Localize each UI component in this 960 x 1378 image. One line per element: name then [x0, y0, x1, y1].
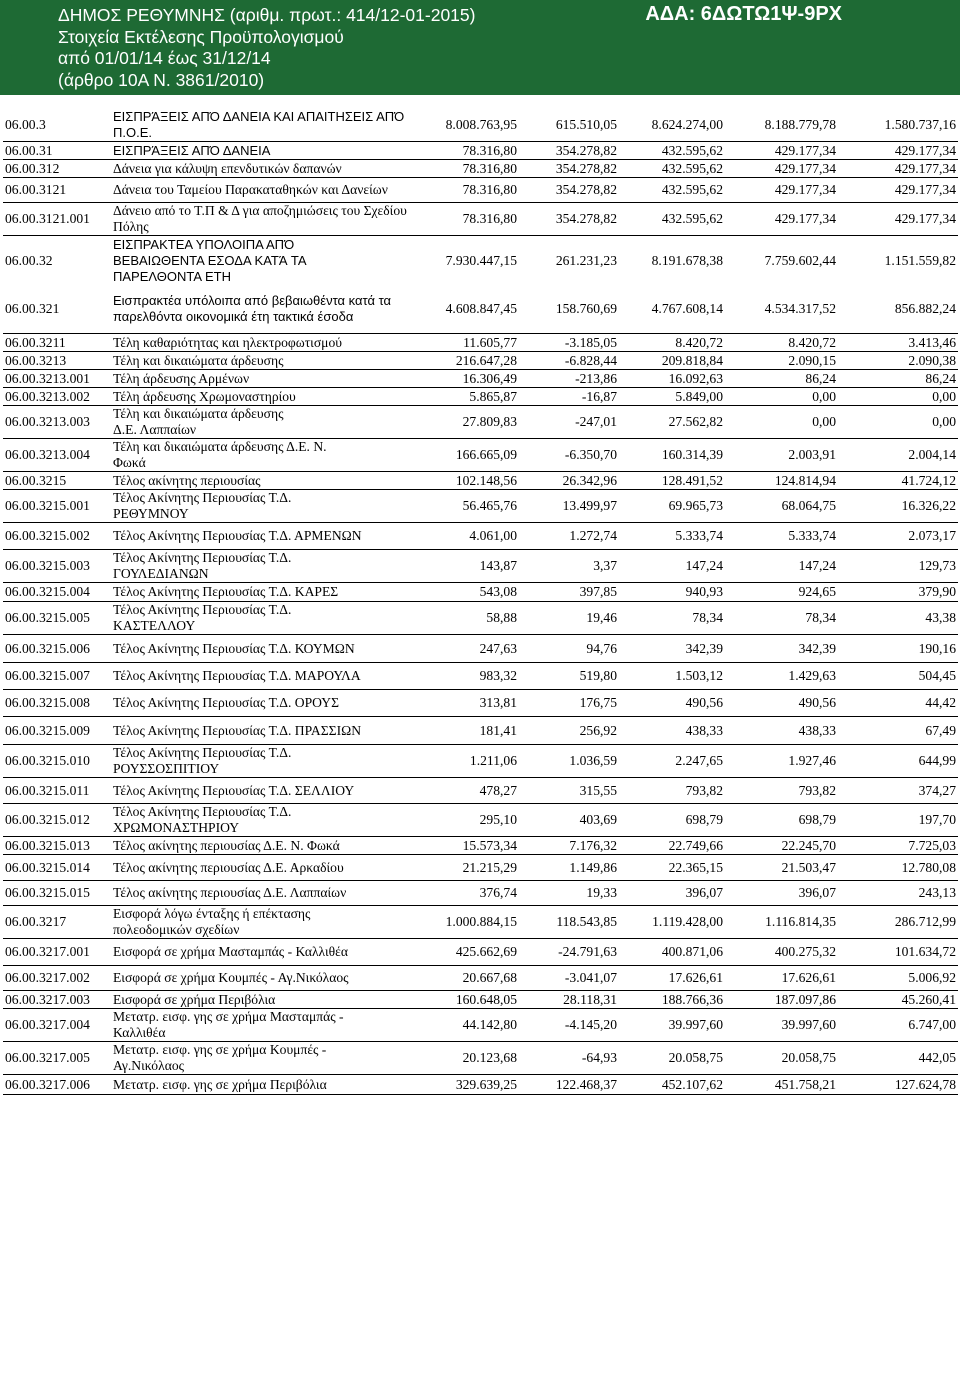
- account-code: 06.00.3213.003: [3, 406, 111, 439]
- account-code: 06.00.3215.014: [3, 855, 111, 881]
- amount-col3: 490,56: [619, 690, 725, 717]
- account-description: Τέλος Ακίνητης Περιουσίας Τ.Δ. ΡΟΥΣΣΟΣΠΙΤΙΟΥ: [111, 745, 409, 778]
- account-code: 06.00.3215.001: [3, 490, 111, 523]
- account-code: 06.00.32: [5, 252, 53, 268]
- amount-col5: 504,45: [838, 663, 958, 690]
- amount-col3: 452.107,62: [619, 1075, 725, 1095]
- amount-col4: 8.420,72: [725, 334, 838, 352]
- amount-col3: 188.766,36: [619, 991, 725, 1009]
- account-code: 06.00.321: [3, 286, 111, 334]
- account-code: 06.00.3121.001: [3, 203, 111, 236]
- amount-col1: 20.123,68: [409, 1042, 519, 1075]
- amount-col5: 243,13: [838, 881, 958, 906]
- account-code: 06.00.3217.001: [3, 939, 111, 966]
- amount-col1: 160.648,05: [409, 991, 519, 1009]
- account-code: 06.00.3217: [3, 906, 111, 939]
- amount-col4: 400.275,32: [725, 939, 838, 966]
- amount-col3: 432.595,62: [619, 178, 725, 203]
- document-header: [0, 0, 960, 95]
- amount-col4: 342,39: [725, 635, 838, 663]
- table-row: [3, 439, 958, 472]
- amount-col4: 2.003,91: [725, 439, 838, 472]
- table-row: [3, 550, 958, 583]
- table-row: [3, 523, 958, 550]
- account-description: Τέλη άρδευσης Αρμένων: [111, 370, 409, 388]
- amount-col5: 129,73: [838, 550, 958, 583]
- account-description: ΕΙΣΠΡΑΚΤΕΑ ΥΠΟΛΟΙΠΑ ΑΠΌ ΒΕΒΑΙΩΘΕΝΤΑ ΕΣΟΔΑ ΚΑΤΆ ΤΑ ΠΑΡΕΛΘΟΝΤΑ ΕΤΗ: [113, 236, 306, 284]
- amount-col5: 429.177,34: [838, 160, 958, 178]
- amount-col1: 329.639,25: [409, 1075, 519, 1095]
- account-code: 06.00.3215.015: [3, 881, 111, 906]
- account-description: Τέλη και δικαιώματα άρδευσης Δ.Ε. Λαππαίων: [111, 406, 409, 439]
- amount-col3: 1.503,12: [619, 663, 725, 690]
- account-description: Μετατρ. εισφ. γης σε χρήμα Κουμπές - Αγ.Νικόλαος: [111, 1042, 409, 1075]
- amount-col4: 4.534.317,52: [725, 286, 838, 334]
- amount-col3: 78,34: [619, 602, 725, 635]
- amount-col3: 209.818,84: [619, 352, 725, 370]
- table-row: [3, 1075, 958, 1095]
- amount-col2: 122.468,37: [519, 1075, 619, 1095]
- table-row: [3, 717, 958, 745]
- amount-col3: 698,79: [619, 804, 725, 837]
- header-ada-code: ΑΔΑ: 6ΔΩΤΩ1Ψ-9ΡΧ: [645, 3, 842, 25]
- amount-col4: 2.090,15: [725, 352, 838, 370]
- table-row: [3, 855, 958, 881]
- account-description: Τέλος ακίνητης περιουσίας: [111, 472, 409, 490]
- amount-col1: 313,81: [409, 690, 519, 717]
- table-row: [3, 881, 958, 906]
- amount-col4: 451.758,21: [725, 1075, 838, 1095]
- header-municipality: ΔΗΜΟΣ ΡΕΘΥΜΝΗΣ (αριθμ. πρωτ.: 414/12-01-2015): [58, 5, 476, 25]
- amount-col4: 1.116.814,35: [725, 906, 838, 939]
- account-description: Τέλος Ακίνητης Περιουσίας Τ.Δ. ΚΑΣΤΕΛΛΟΥ: [111, 602, 409, 635]
- account-code: 06.00.3211: [3, 334, 111, 352]
- account-description: Τέλος ακίνητης περιουσίας Δ.Ε. Αρκαδίου: [111, 855, 409, 881]
- amount-col5: 374,27: [838, 778, 958, 804]
- account-code: 06.00.3215.003: [3, 550, 111, 583]
- amount-col4: 187.097,86: [725, 991, 838, 1009]
- account-code: 06.00.3217.002: [3, 966, 111, 991]
- table-row: [3, 370, 958, 388]
- amount-col3: 147,24: [619, 550, 725, 583]
- table-row: [3, 388, 958, 406]
- amount-col1: 143,87: [409, 550, 519, 583]
- amount-col4: 924,65: [725, 583, 838, 602]
- amount-col4: 7.759.602,44: [764, 252, 836, 268]
- account-code: 06.00.3217.004: [3, 1009, 111, 1042]
- account-description: Τέλος Ακίνητης Περιουσίας Τ.Δ. ΣΕΛΛΙΟΥ: [111, 778, 409, 804]
- amount-col1: 247,63: [409, 635, 519, 663]
- amount-col5: 67,49: [838, 717, 958, 745]
- amount-col3: 27.562,82: [619, 406, 725, 439]
- account-code: 06.00.3215.007: [3, 663, 111, 690]
- amount-col1: 478,27: [409, 778, 519, 804]
- account-code: 06.00.3213.001: [3, 370, 111, 388]
- amount-col5: 2.073,17: [838, 523, 958, 550]
- amount-col5: 1.580.737,16: [838, 109, 958, 142]
- amount-col3: 160.314,39: [619, 439, 725, 472]
- amount-col1: 58,88: [409, 602, 519, 635]
- amount-col3: 432.595,62: [619, 142, 725, 160]
- table-row: [3, 286, 958, 334]
- amount-col2: 1.272,74: [519, 523, 619, 550]
- account-description: Τέλος Ακίνητης Περιουσίας Τ.Δ. ΠΡΑΣΣΙΩΝ: [111, 717, 409, 745]
- amount-col1: 4.608.847,45: [409, 286, 519, 334]
- amount-col2: 3,37: [519, 550, 619, 583]
- amount-col5: 86,24: [838, 370, 958, 388]
- amount-col1: 15.573,34: [409, 837, 519, 855]
- amount-col2: 354.278,82: [519, 142, 619, 160]
- table-row: [3, 966, 958, 991]
- amount-col4: 429.177,34: [725, 203, 838, 236]
- amount-col1: 11.605,77: [409, 334, 519, 352]
- account-code: 06.00.3213.004: [3, 439, 111, 472]
- amount-col5: 644,99: [838, 745, 958, 778]
- amount-col4: 490,56: [725, 690, 838, 717]
- amount-col2: 28.118,31: [519, 991, 619, 1009]
- amount-col2: 118.543,85: [519, 906, 619, 939]
- amount-col4: 429.177,34: [725, 142, 838, 160]
- amount-col3: 128.491,52: [619, 472, 725, 490]
- amount-col5: 0,00: [838, 388, 958, 406]
- account-description: Τέλος Ακίνητης Περιουσίας Τ.Δ. ΟΡΟΥΣ: [111, 690, 409, 717]
- account-description: Εισφορά σε χρήμα Κουμπές - Αγ.Νικόλαος: [111, 966, 409, 991]
- table-row: [3, 690, 958, 717]
- amount-col3: 22.365,15: [619, 855, 725, 881]
- amount-col3: 432.595,62: [619, 203, 725, 236]
- amount-col4: 0,00: [725, 406, 838, 439]
- account-description: Τέλος Ακίνητης Περιουσίας Τ.Δ. ΡΕΘΥΜΝΟΥ: [111, 490, 409, 523]
- amount-col2: 7.176,32: [519, 837, 619, 855]
- amount-col3: 400.871,06: [619, 939, 725, 966]
- table-row: [3, 602, 958, 635]
- amount-col4: 0,00: [725, 388, 838, 406]
- amount-col2: 1.036,59: [519, 745, 619, 778]
- amount-col2: 261.231,23: [555, 252, 617, 268]
- amount-col5: 190,16: [838, 635, 958, 663]
- amount-col2: 519,80: [519, 663, 619, 690]
- amount-col2: 13.499,97: [519, 490, 619, 523]
- account-description: Εισφορά λόγω ένταξης ή επέκτασης πολεοδομικών σχεδίων: [111, 906, 409, 939]
- amount-col2: -3.185,05: [519, 334, 619, 352]
- amount-col2: 354.278,82: [519, 160, 619, 178]
- account-code: 06.00.3213: [3, 352, 111, 370]
- amount-col4: 86,24: [725, 370, 838, 388]
- amount-col1: 16.306,49: [409, 370, 519, 388]
- amount-col3: 1.119.428,00: [619, 906, 725, 939]
- budget-execution-table: [3, 109, 958, 1095]
- amount-col2: -3.041,07: [519, 966, 619, 991]
- amount-col5: 41.724,12: [838, 472, 958, 490]
- table-row: [3, 490, 958, 523]
- table-row: [3, 236, 958, 286]
- account-code: 06.00.3215.006: [3, 635, 111, 663]
- amount-col5: 16.326,22: [838, 490, 958, 523]
- amount-col5: 101.634,72: [838, 939, 958, 966]
- account-description: Τέλος Ακίνητης Περιουσίας Τ.Δ. ΚΟΥΜΩΝ: [111, 635, 409, 663]
- amount-col3: 2.247,65: [619, 745, 725, 778]
- account-description: Τέλος ακίνητης περιουσίας Δ.Ε. Ν. Φωκά: [111, 837, 409, 855]
- account-code: 06.00.312: [3, 160, 111, 178]
- amount-col1: 78.316,80: [409, 160, 519, 178]
- amount-col4: 1.429,63: [725, 663, 838, 690]
- amount-col1: 56.465,76: [409, 490, 519, 523]
- amount-col4: 21.503,47: [725, 855, 838, 881]
- amount-col4: 429.177,34: [725, 178, 838, 203]
- amount-col1: 44.142,80: [409, 1009, 519, 1042]
- amount-col1: 7.930.447,15: [445, 252, 517, 268]
- amount-col2: -64,93: [519, 1042, 619, 1075]
- amount-col1: 1.211,06: [409, 745, 519, 778]
- table-row: [3, 804, 958, 837]
- account-description: Εισπρακτέα υπόλοιπα από βεβαιωθέντα κατά τα παρελθόντα οικονομικά έτη τακτικά έσοδα: [111, 286, 409, 334]
- amount-col1: 102.148,56: [409, 472, 519, 490]
- amount-col1: 78.316,80: [409, 142, 519, 160]
- amount-col5: 197,70: [838, 804, 958, 837]
- amount-col3: 69.965,73: [619, 490, 725, 523]
- account-code: 06.00.3215.008: [3, 690, 111, 717]
- amount-col5: 379,90: [838, 583, 958, 602]
- account-description: ΕΙΣΠΡΆΞΕΙΣ ΑΠΌ ΔΑΝΕΙΑ: [111, 142, 409, 160]
- amount-col4: 1.927,46: [725, 745, 838, 778]
- amount-col3: 39.997,60: [619, 1009, 725, 1042]
- amount-col5: 2.090,38: [838, 352, 958, 370]
- amount-col5: 429.177,34: [838, 203, 958, 236]
- amount-col3: 432.595,62: [619, 160, 725, 178]
- amount-col2: -16,87: [519, 388, 619, 406]
- table-row: [3, 635, 958, 663]
- header-lines: [58, 5, 475, 91]
- table-row: [3, 334, 958, 352]
- amount-col2: 615.510,05: [519, 109, 619, 142]
- amount-col5: 0,00: [838, 406, 958, 439]
- account-code: 06.00.3215.005: [3, 602, 111, 635]
- table-row: [3, 778, 958, 804]
- amount-col4: 438,33: [725, 717, 838, 745]
- table-row: [3, 906, 958, 939]
- table-row: [3, 352, 958, 370]
- amount-col1: 376,74: [409, 881, 519, 906]
- amount-col3: 793,82: [619, 778, 725, 804]
- amount-col2: 256,92: [519, 717, 619, 745]
- amount-col5: 442,05: [838, 1042, 958, 1075]
- amount-col4: 147,24: [725, 550, 838, 583]
- amount-col2: -24.791,63: [519, 939, 619, 966]
- account-description: Δάνεια του Ταμείου Παρακαταθηκών και Δανείων: [111, 178, 409, 203]
- account-description: ΕΙΣΠΡΆΞΕΙΣ ΑΠΌ ΔΑΝΕΙΑ ΚΑΙ ΑΠΑΙΤΗΣΕΙΣ ΑΠΌ Π.Ο.Ε.: [111, 109, 409, 142]
- amount-col1: 216.647,28: [409, 352, 519, 370]
- table-row: [3, 1009, 958, 1042]
- account-code: 06.00.3215.010: [3, 745, 111, 778]
- amount-col3: 22.749,66: [619, 837, 725, 855]
- account-code: 06.00.31: [3, 142, 111, 160]
- table-row: [3, 837, 958, 855]
- account-code: 06.00.3217.005: [3, 1042, 111, 1075]
- amount-col3: 8.624.274,00: [619, 109, 725, 142]
- amount-col3: 438,33: [619, 717, 725, 745]
- account-code: 06.00.3215.009: [3, 717, 111, 745]
- account-description: Τέλος Ακίνητης Περιουσίας Τ.Δ. ΑΡΜΕΝΩΝ: [111, 523, 409, 550]
- amount-col1: 78.316,80: [409, 178, 519, 203]
- amount-col3: 16.092,63: [619, 370, 725, 388]
- table-row: [3, 472, 958, 490]
- amount-col5: 43,38: [838, 602, 958, 635]
- amount-col4: 78,34: [725, 602, 838, 635]
- amount-col5: 429.177,34: [838, 178, 958, 203]
- amount-col2: -213,86: [519, 370, 619, 388]
- account-code: 06.00.3: [3, 109, 111, 142]
- amount-col5: 45.260,41: [838, 991, 958, 1009]
- amount-col3: 5.849,00: [619, 388, 725, 406]
- amount-col2: 19,33: [519, 881, 619, 906]
- account-code: 06.00.3121: [3, 178, 111, 203]
- amount-col1: 543,08: [409, 583, 519, 602]
- account-code: 06.00.3215.002: [3, 523, 111, 550]
- account-description: Μετατρ. εισφ. γης σε χρήμα Περιβόλια: [111, 1075, 409, 1095]
- amount-col4: 68.064,75: [725, 490, 838, 523]
- account-description: Μετατρ. εισφ. γης σε χρήμα Μασταμπάς - Καλλιθέα: [111, 1009, 409, 1042]
- header-report-title: Στοιχεία Εκτέλεσης Προϋπολογισμού: [58, 26, 344, 47]
- amount-col2: -4.145,20: [519, 1009, 619, 1042]
- amount-col2: 26.342,96: [519, 472, 619, 490]
- table-row: [3, 939, 958, 966]
- table-row: [3, 991, 958, 1009]
- account-code: 06.00.3215.004: [3, 583, 111, 602]
- amount-col4: 8.188.779,78: [725, 109, 838, 142]
- amount-col2: 1.149,86: [519, 855, 619, 881]
- amount-col1: 4.061,00: [409, 523, 519, 550]
- amount-col1: 295,10: [409, 804, 519, 837]
- table-row: [3, 1042, 958, 1075]
- account-description: Τέλη και δικαιώματα άρδευσης: [111, 352, 409, 370]
- amount-col1: 5.865,87: [409, 388, 519, 406]
- account-description: Τέλος Ακίνητης Περιουσίας Τ.Δ. ΓΟΥΛΕΔΙΑΝΩΝ: [111, 550, 409, 583]
- account-description: Τέλος Ακίνητης Περιουσίας Τ.Δ. ΜΑΡΟΥΛΑ: [111, 663, 409, 690]
- account-description: Τέλη και δικαιώματα άρδευσης Δ.Ε. Ν. Φωκά: [111, 439, 409, 472]
- amount-col4: 39.997,60: [725, 1009, 838, 1042]
- table-row: [3, 178, 958, 203]
- account-description: Τέλη καθαριότητας και ηλεκτροφωτισμού: [111, 334, 409, 352]
- amount-col2: 354.278,82: [519, 178, 619, 203]
- amount-col1: 1.000.884,15: [409, 906, 519, 939]
- table-row: [3, 203, 958, 236]
- amount-col3: 4.767.608,14: [619, 286, 725, 334]
- amount-col5: 12.780,08: [838, 855, 958, 881]
- amount-col1: 8.008.763,95: [409, 109, 519, 142]
- account-code: 06.00.3215.011: [3, 778, 111, 804]
- amount-col3: 8.191.678,38: [651, 252, 723, 268]
- amount-col5: 6.747,00: [838, 1009, 958, 1042]
- amount-col2: -6.828,44: [519, 352, 619, 370]
- amount-col1: 20.667,68: [409, 966, 519, 991]
- amount-col2: 403,69: [519, 804, 619, 837]
- account-code: 06.00.3215.012: [3, 804, 111, 837]
- account-description: Εισφορά σε χρήμα Περιβόλια: [111, 991, 409, 1009]
- amount-col1: 27.809,83: [409, 406, 519, 439]
- account-code: 06.00.3217.006: [3, 1075, 111, 1095]
- amount-col4: 22.245,70: [725, 837, 838, 855]
- account-code: 06.00.3215: [3, 472, 111, 490]
- amount-col5: 44,42: [838, 690, 958, 717]
- account-code: 06.00.3217.003: [3, 991, 111, 1009]
- amount-col3: 5.333,74: [619, 523, 725, 550]
- amount-col2: 158.760,69: [519, 286, 619, 334]
- amount-col5: 1.151.559,82: [884, 252, 956, 268]
- amount-col4: 429.177,34: [725, 160, 838, 178]
- amount-col5: 2.004,14: [838, 439, 958, 472]
- amount-col4: 20.058,75: [725, 1042, 838, 1075]
- account-description: Δάνεια για κάλυψη επενδυτικών δαπανών: [111, 160, 409, 178]
- amount-col5: 7.725,03: [838, 837, 958, 855]
- amount-col2: -247,01: [519, 406, 619, 439]
- amount-col5: 286.712,99: [838, 906, 958, 939]
- account-description: Τέλος Ακίνητης Περιουσίας Τ.Δ. ΚΑΡΕΣ: [111, 583, 409, 602]
- amount-col3: 8.420,72: [619, 334, 725, 352]
- amount-col3: 940,93: [619, 583, 725, 602]
- amount-col4: 17.626,61: [725, 966, 838, 991]
- amount-col3: 20.058,75: [619, 1042, 725, 1075]
- table-row: [3, 109, 958, 142]
- table-row: [3, 583, 958, 602]
- amount-col5: 3.413,46: [838, 334, 958, 352]
- amount-col2: 19,46: [519, 602, 619, 635]
- table-row: [3, 663, 958, 690]
- amount-col1: 983,32: [409, 663, 519, 690]
- table-row: [3, 745, 958, 778]
- amount-col1: 166.665,09: [409, 439, 519, 472]
- account-description: Εισφορά σε χρήμα Μασταμπάς - Καλλιθέα: [111, 939, 409, 966]
- amount-col4: 698,79: [725, 804, 838, 837]
- table-row: [3, 406, 958, 439]
- account-description: Τέλος Ακίνητης Περιουσίας Τ.Δ. ΧΡΩΜΟΝΑΣΤΗΡΙΟΥ: [111, 804, 409, 837]
- amount-col5: 856.882,24: [838, 286, 958, 334]
- account-code: 06.00.3215.013: [3, 837, 111, 855]
- amount-col5: 429.177,34: [838, 142, 958, 160]
- amount-col2: 94,76: [519, 635, 619, 663]
- amount-col1: 78.316,80: [409, 203, 519, 236]
- amount-col4: 396,07: [725, 881, 838, 906]
- amount-col1: 181,41: [409, 717, 519, 745]
- amount-col3: 396,07: [619, 881, 725, 906]
- amount-col5: 5.006,92: [838, 966, 958, 991]
- account-description: Τέλος ακίνητης περιουσίας Δ.Ε. Λαππαίων: [111, 881, 409, 906]
- amount-col2: 354.278,82: [519, 203, 619, 236]
- amount-col4: 124.814,94: [725, 472, 838, 490]
- amount-col2: 315,55: [519, 778, 619, 804]
- amount-col3: 17.626,61: [619, 966, 725, 991]
- header-period: από 01/01/14 έως 31/12/14: [58, 48, 271, 68]
- amount-col2: -6.350,70: [519, 439, 619, 472]
- amount-col4: 5.333,74: [725, 523, 838, 550]
- table-row: [3, 160, 958, 178]
- amount-col3: 342,39: [619, 635, 725, 663]
- account-code: 06.00.3213.002: [3, 388, 111, 406]
- amount-col5: 127.624,78: [838, 1075, 958, 1095]
- header-law-article: (άρθρο 10Α Ν. 3861/2010): [58, 69, 265, 90]
- amount-col1: 21.215,29: [409, 855, 519, 881]
- amount-col1: 425.662,69: [409, 939, 519, 966]
- table-row: [3, 142, 958, 160]
- amount-col2: 176,75: [519, 690, 619, 717]
- account-description: Τέλη άρδευσης Χρωμοναστηρίου: [111, 388, 409, 406]
- amount-col2: 397,85: [519, 583, 619, 602]
- account-description: Δάνειο από το Τ.Π & Δ για αποζημιώσεις του Σχεδίου Πόλης: [111, 203, 409, 236]
- amount-col4: 793,82: [725, 778, 838, 804]
